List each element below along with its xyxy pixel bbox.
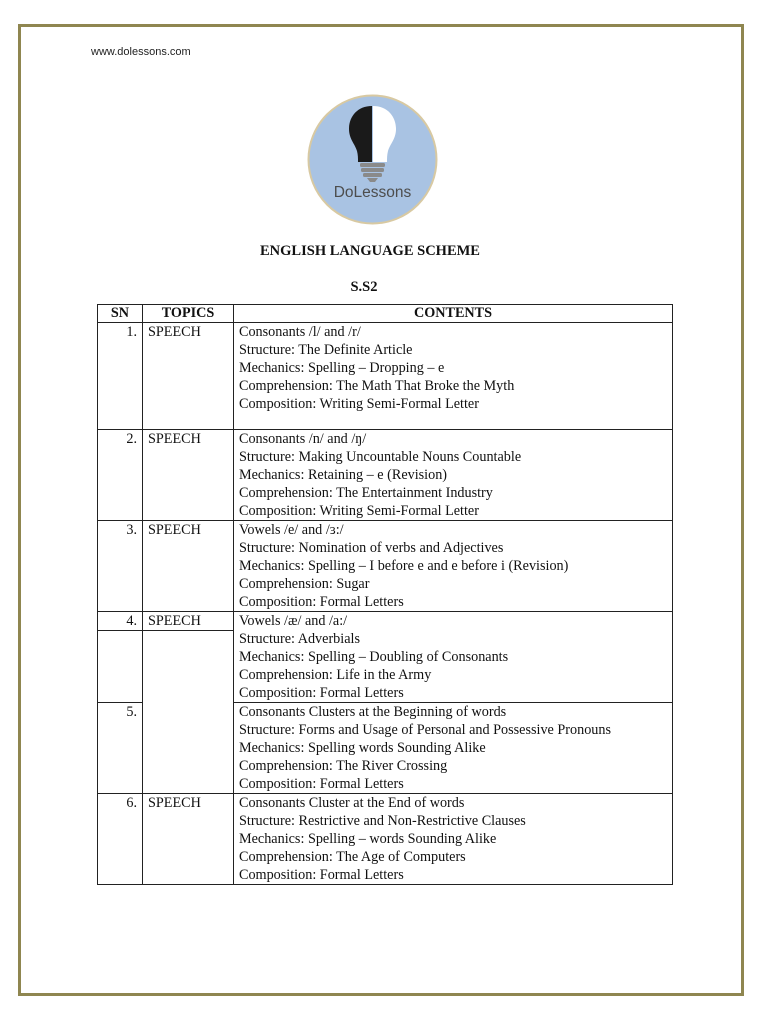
row-topic: SPEECH [143, 323, 234, 430]
content-line: Vowels /æ/ and /a:/ [239, 613, 348, 629]
content-line: Mechanics: Retaining – e (Revision) [239, 467, 448, 483]
content-line: Comprehension: The River Crossing [239, 758, 448, 774]
row-sn: 1. [98, 323, 143, 430]
content-line: Vowels /e/ and /ɜ:/ [239, 522, 344, 538]
row-topic: SPEECH [143, 430, 234, 521]
header-topics: TOPICS [143, 305, 234, 323]
content-line: Comprehension: Sugar [239, 576, 370, 592]
header-contents: CONTENTS [234, 305, 673, 323]
row-contents [234, 521, 673, 612]
lightbulb-icon [307, 94, 438, 225]
content-line: Comprehension: Life in the Army [239, 667, 432, 683]
row-sn-label: 4. [98, 612, 142, 631]
content-line: Structure: Making Uncountable Nouns Countable [239, 449, 522, 465]
content-line: Comprehension: The Entertainment Industry [239, 485, 493, 501]
row-topic: SPEECH [143, 794, 234, 885]
table-row [98, 430, 673, 521]
table-row [98, 521, 673, 612]
row-sn: 5. [98, 703, 143, 794]
content-line: Mechanics: Spelling words Sounding Alike [239, 740, 486, 756]
row-sn: 3. [98, 521, 143, 612]
table-header-row [98, 305, 673, 323]
content-line: Structure: Nomination of verbs and Adjectives [239, 540, 504, 556]
row-contents [234, 612, 673, 703]
content-line: Consonants Clusters at the Beginning of words [239, 704, 507, 720]
content-line: Structure: The Definite Article [239, 342, 413, 358]
table-row [98, 794, 673, 885]
content-line: Mechanics: Spelling – Dropping – e [239, 360, 445, 376]
row-sn: 2. [98, 430, 143, 521]
row-contents [234, 794, 673, 885]
row-sn [98, 612, 143, 703]
content-line: Structure: Forms and Usage of Personal and Possessive Pronouns [239, 722, 611, 738]
content-line: Mechanics: Spelling – words Sounding Alike [239, 831, 497, 847]
content-line: Comprehension: The Math That Broke the Myth [239, 378, 515, 394]
content-line: Composition: Formal Letters [239, 685, 404, 701]
content-line: Comprehension: The Age of Computers [239, 849, 466, 865]
content-line: Structure: Restrictive and Non-Restrictive Clauses [239, 813, 526, 829]
row-contents [234, 703, 673, 794]
content-line: Structure: Adverbials [239, 631, 360, 647]
table-row [98, 612, 673, 703]
row-sn: 6. [98, 794, 143, 885]
content-line: Composition: Formal Letters [239, 867, 404, 883]
content-line: Consonants Cluster at the End of words [239, 795, 465, 811]
header-sn: SN [98, 305, 143, 323]
content-line: Composition: Writing Semi-Formal Letter [239, 396, 479, 412]
row-contents [234, 430, 673, 521]
content-line: Consonants /l/ and /r/ [239, 324, 361, 340]
row-topic [143, 612, 234, 794]
content-line: Composition: Formal Letters [239, 776, 404, 792]
document-class: S.S2 [350, 279, 378, 295]
content-line: Consonants /n/ and /ŋ/ [239, 431, 367, 447]
dolessons-logo [307, 94, 438, 225]
content-line: Mechanics: Spelling – I before e and e before i (Revision) [239, 558, 569, 574]
content-line: Composition: Formal Letters [239, 594, 404, 610]
logo-text: DoLessons [333, 184, 412, 201]
row-topic-label: SPEECH [143, 612, 233, 631]
row-topic: SPEECH [143, 521, 234, 612]
table-row [98, 323, 673, 430]
site-url: www.dolessons.com [91, 46, 191, 58]
scheme-table [97, 304, 673, 885]
document-title: ENGLISH LANGUAGE SCHEME [260, 243, 480, 259]
content-line: Mechanics: Spelling – Doubling of Consonants [239, 649, 509, 665]
row-contents [234, 323, 673, 430]
content-line: Composition: Writing Semi-Formal Letter [239, 503, 479, 519]
